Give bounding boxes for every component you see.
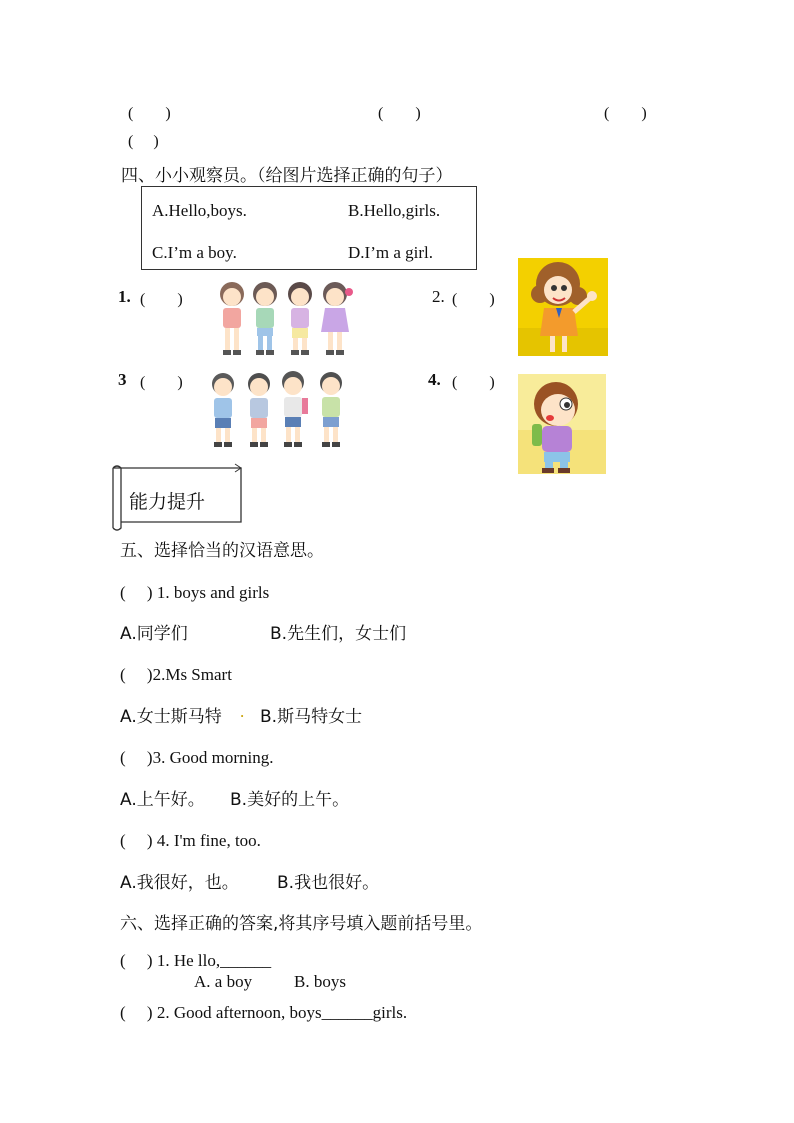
item2-bracket[interactable]: ( )	[452, 291, 495, 308]
girl-figure	[321, 282, 353, 355]
s5-q2-option-b: B.斯马特女士	[260, 707, 363, 727]
top-answer-bracket-4[interactable]: ( )	[128, 133, 159, 150]
s5-q2-accent-dot: .	[240, 702, 245, 721]
s6-q1-option-b: B. boys	[294, 972, 346, 991]
item4-label: 4.	[428, 370, 441, 389]
boy-figure	[212, 373, 234, 447]
girl-figure	[220, 282, 244, 355]
s6-question-2[interactable]: ( ) 2. Good afternoon, boys______girls.	[120, 1003, 408, 1022]
s5-q4-option-b: B.我也很好。	[277, 873, 380, 893]
boy-figure	[248, 373, 270, 447]
top-answer-bracket-1[interactable]: ( )	[128, 105, 171, 122]
item4-bracket[interactable]: ( )	[452, 374, 495, 391]
item3-label: 3	[118, 370, 127, 389]
boy-figure	[320, 372, 342, 447]
s5-question-3[interactable]: ( )3. Good morning.	[120, 748, 274, 767]
s6-q1-option-a: A. a boy	[194, 972, 253, 991]
option-c: C.I’m a boy.	[152, 243, 237, 262]
option-a: A.Hello,boys.	[152, 201, 247, 220]
section4-heading: 四、小小观察员。（给图片选择正确的句子）	[121, 166, 453, 186]
item3-bracket[interactable]: ( )	[140, 374, 183, 391]
item1-bracket[interactable]: ( )	[140, 291, 183, 308]
section6-heading: 六、选择正确的答案,将其序号填入题前括号里。	[120, 914, 483, 934]
banner-text: 能力提升	[129, 491, 206, 513]
s5-question-1[interactable]: ( ) 1. boys and girls	[120, 583, 270, 602]
boy-image	[518, 374, 606, 474]
s5-question-2[interactable]: ( )2.Ms Smart	[120, 665, 232, 684]
s5-q3-option-b: B.美好的上午。	[230, 790, 350, 810]
section4-options-box	[141, 186, 477, 270]
boy-figure	[282, 371, 308, 447]
four-boys-image	[205, 370, 355, 452]
top-answer-bracket-2[interactable]: ( )	[378, 105, 421, 122]
top-answer-bracket-3[interactable]: ( )	[604, 105, 647, 122]
s5-q2-option-a: A.女士斯马特	[120, 707, 222, 727]
item2-label: 2.	[432, 287, 445, 306]
girl-waving-image	[518, 258, 608, 356]
girl-figure	[253, 282, 277, 355]
girl-figure	[288, 282, 312, 355]
option-b: B.Hello,girls.	[348, 201, 441, 220]
s5-q3-option-a: A.上午好。	[120, 790, 205, 810]
section5-heading: 五、选择恰当的汉语意思。	[120, 541, 324, 561]
four-girls-image	[215, 278, 360, 360]
s5-q1-option-b: B.先生们，女士们	[270, 624, 407, 644]
s6-question-1[interactable]: ( ) 1. He llo,______	[120, 951, 272, 970]
s5-q1-option-a: A.同学们	[120, 624, 188, 644]
option-d: D.I’m a girl.	[348, 243, 433, 262]
item1-label: 1.	[118, 287, 131, 306]
s5-question-4[interactable]: ( ) 4. I'm fine, too.	[120, 831, 261, 850]
s5-q4-option-a: A.我很好，也。	[120, 873, 239, 893]
